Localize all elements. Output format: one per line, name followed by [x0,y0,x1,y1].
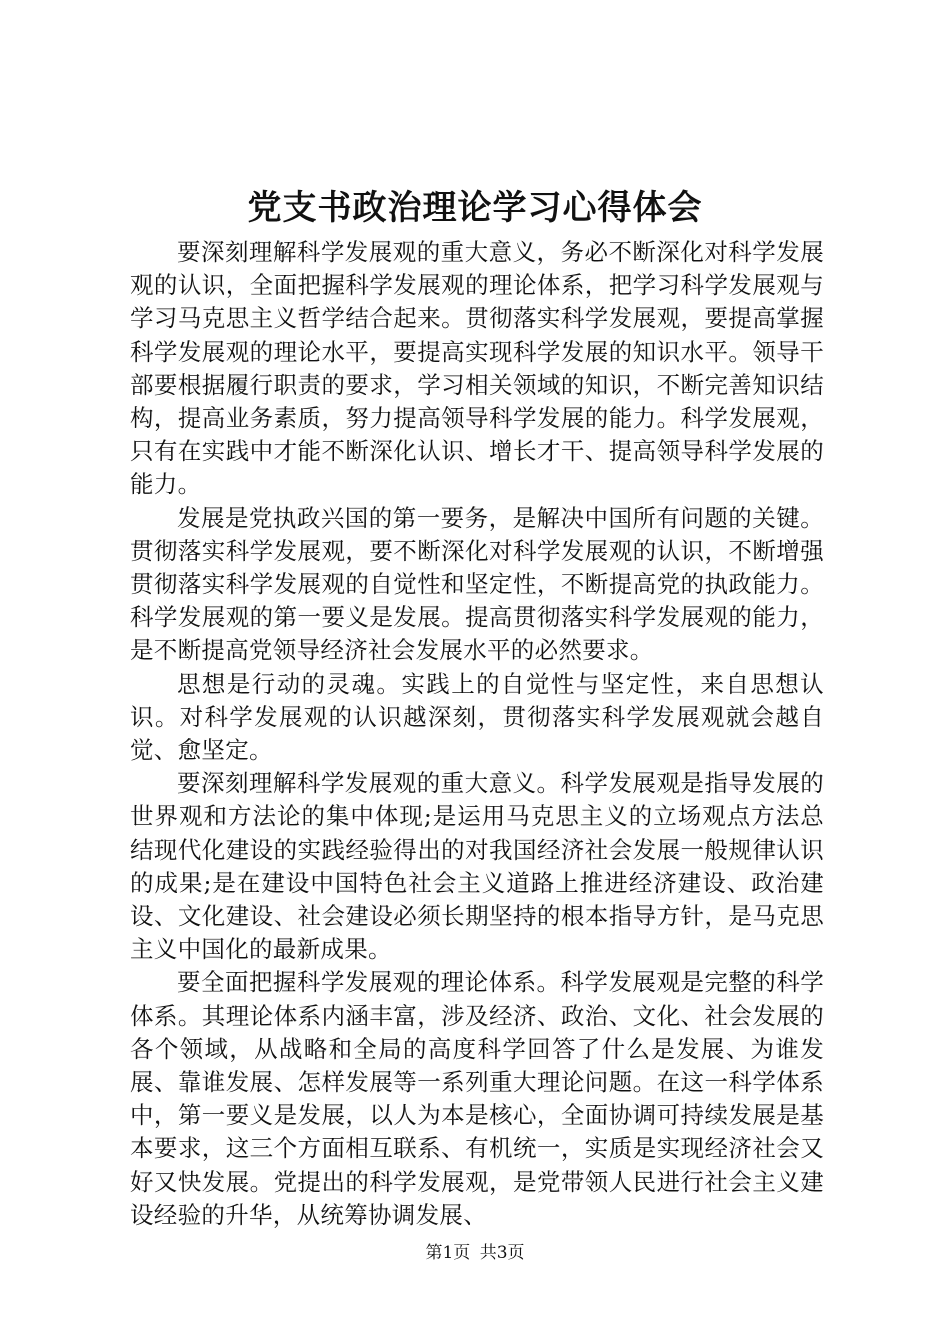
paragraph-5: 要全面把握科学发展观的理论体系。科学发展观是完整的科学体系。其理论体系内涵丰富，涉及经济、政治、文化、社会发展的各个领域，从战略和全局的高度科学回答了什么是发展、为谁发展、靠谁发展、怎样发展等一系列重大理论问题。在这一科学体系中，第一要义是发展，以人为本是核心，全面协调可持续发展是基本要求，这三个方面相互联系、有机统一，实质是实现经济社会又好又快发展。党提出的科学发展观，是党带领人民进行社会主义建设经验的升华，从统筹协调发展、 [130,968,824,1229]
paragraph-3: 思想是行动的灵魂。实践上的自觉性与坚定性，来自思想认识。对科学发展观的认识越深刻，贯彻落实科学发展观就会越自觉、愈坚定。 [130,669,824,765]
page-footer [0,1242,950,1264]
page-total: 共3页 [479,1243,525,1263]
document-body [130,236,824,1232]
page-title: 党支书政治理论学习心得体会 [247,188,703,228]
paragraph-4: 要深刻理解科学发展观的重大意义。科学发展观是指导发展的世界观和方法论的集中体现;是运用马克思主义的立场观点方法总结现代化建设的实践经验得出的对我国经济社会发展一般规律认识的成果;是在建设中国特色社会主义道路上推进经济建设、政治建设、文化建设、社会建设必须长期坚持的根本指导方针，是马克思主义中国化的最新成果。 [130,769,824,964]
page-number: 第1页 [425,1243,471,1263]
paragraph-2: 发展是党执政兴国的第一要务，是解决中国所有问题的关键。贯彻落实科学发展观，要不断深化对科学发展观的认识，不断增强贯彻落实科学发展观的自觉性和坚定性，不断提高党的执政能力。科学发展观的第一要义是发展。提高贯彻落实科学发展观的能力，是不断提高党领导经济社会发展水平的必然要求。 [130,503,824,665]
paragraph-1: 要深刻理解科学发展观的重大意义，务必不断深化对科学发展观的认识，全面把握科学发展观的理论体系，把学习科学发展观与学习马克思主义哲学结合起来。贯彻落实科学发展观，要提高掌握科学发展观的理论水平，要提高实现科学发展的知识水平。领导干部要根据履行职责的要求，学习相关领域的知识，不断完善知识结构，提高业务素质，努力提高领导科学发展的能力。科学发展观，只有在实践中才能不断深化认识、增长才干、提高领导科学发展的能力。 [130,238,824,499]
